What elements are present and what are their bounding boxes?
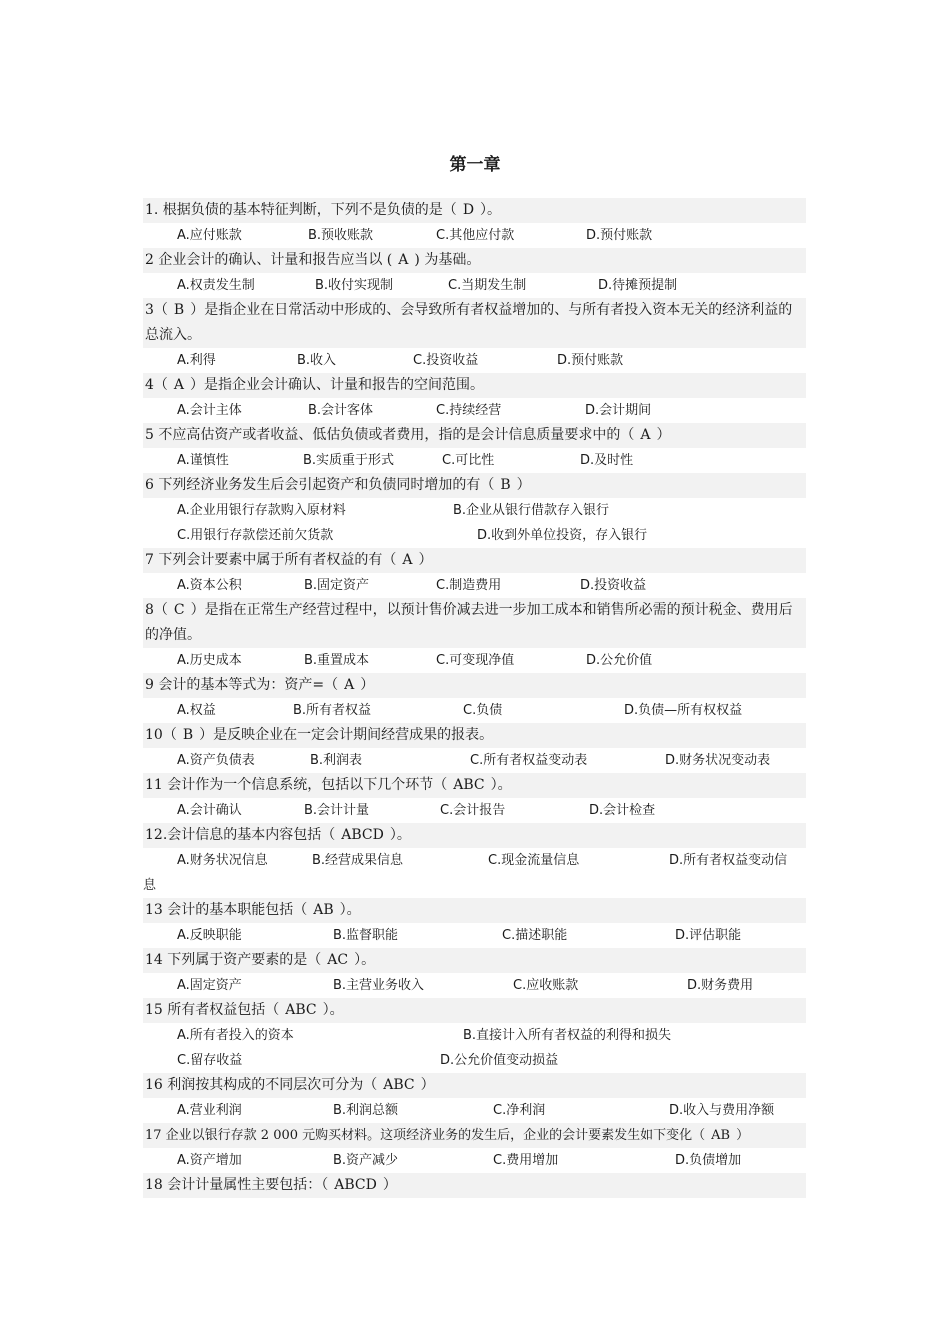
question-13	[143, 898, 806, 923]
option-b: B.经营成果信息	[312, 853, 404, 868]
option-d: D.预付账款	[586, 228, 653, 243]
answer: D	[462, 202, 475, 218]
option-d-continuation: 息	[143, 878, 157, 893]
option-a: A.会计确认	[177, 803, 242, 818]
option-c: C.其他应付款	[436, 228, 515, 243]
question-suffix: ）。	[490, 777, 512, 793]
option-d: D.财务状况变动表	[665, 753, 771, 768]
answer: AB	[711, 1128, 731, 1143]
options-8	[143, 648, 806, 673]
question-text: 4（	[145, 377, 168, 393]
options-4	[143, 398, 806, 423]
question-suffix: ）。	[339, 902, 361, 918]
option-c: C.负债	[463, 703, 503, 718]
answer: ABCD	[341, 827, 384, 843]
answer: A	[173, 377, 185, 393]
option-c: C.留存收益	[177, 1053, 243, 1068]
question-text: 15 所有者权益包括（	[145, 1002, 280, 1018]
option-d: D.负债—所有权权益	[624, 703, 743, 718]
option-c: C.投资收益	[413, 353, 479, 368]
question-8	[143, 598, 806, 648]
question-text: 3（	[145, 302, 168, 318]
option-c: C.当期发生制	[448, 278, 527, 293]
option-d: D.预付账款	[557, 353, 624, 368]
question-text: 5 不应高估资产或者收益、低估负债或者费用，指的是会计信息质量要求中的（	[145, 427, 635, 443]
option-c: C.现金流量信息	[488, 853, 580, 868]
question-text: 8（	[145, 602, 168, 618]
answer: A	[640, 427, 651, 443]
option-b: B.收入	[297, 353, 337, 368]
option-a: A.会计主体	[177, 403, 242, 418]
question-text: 14 下列属于资产要素的是（	[145, 952, 322, 968]
answer: A	[344, 677, 355, 693]
option-d: D.公允价值变动损益	[440, 1053, 559, 1068]
option-d: D.评估职能	[675, 928, 742, 943]
option-d: D.所有者权益变动信	[669, 853, 788, 868]
question-text: 9 会计的基本等式为：资产=（	[145, 677, 339, 693]
option-a: A.企业用银行存款购入原材料	[177, 503, 346, 518]
option-a: A.资本公积	[177, 578, 242, 593]
option-b: B.监督职能	[333, 928, 399, 943]
option-b: B.会计计量	[304, 803, 370, 818]
option-d: D.待摊预提制	[598, 278, 678, 293]
question-text: 10（	[145, 727, 177, 743]
option-d: D.及时性	[580, 453, 634, 468]
question-text: 6 下列经济业务发生后会引起资产和负债同时增加的有（	[145, 477, 495, 493]
option-b: B.主营业务收入	[333, 978, 425, 993]
option-b: B.直接计入所有者权益的利得和损失	[463, 1028, 672, 1043]
option-a: A.权益	[177, 703, 216, 718]
answer: B	[182, 727, 194, 743]
question-suffix: ）	[418, 552, 433, 568]
question-14	[143, 948, 806, 973]
option-c: C.制造费用	[436, 578, 502, 593]
answer: A	[398, 252, 409, 268]
option-b: B.所有者权益	[293, 703, 372, 718]
option-c: C.净利润	[493, 1103, 546, 1118]
question-10	[143, 723, 806, 748]
answer: B	[500, 477, 511, 493]
option-c: C.费用增加	[493, 1153, 559, 1168]
option-b: B.企业从银行借款存入银行	[453, 503, 610, 518]
question-suffix: ）是反映企业在一定会计期间经营成果的报表。	[199, 727, 494, 743]
question-text: 16 利润按其构成的不同层次可分为（	[145, 1077, 378, 1093]
question-suffix: ）。	[322, 1002, 344, 1018]
option-c: C.所有者权益变动表	[470, 753, 588, 768]
question-text: 13 会计的基本职能包括（	[145, 902, 308, 918]
option-b: B.重置成本	[304, 653, 370, 668]
answer: ABC	[285, 1002, 317, 1018]
question-7	[143, 548, 806, 573]
option-b: B.收付实现制	[315, 278, 394, 293]
option-a: A.资产增加	[177, 1153, 242, 1168]
option-a: A.历史成本	[177, 653, 242, 668]
option-c: C.会计报告	[440, 803, 506, 818]
option-a: A.利得	[177, 353, 216, 368]
option-d: D.收入与费用净额	[669, 1103, 775, 1118]
question-text: 7 下列会计要素中属于所有者权益的有（	[145, 552, 397, 568]
option-c: C.应收账款	[513, 978, 579, 993]
options-3	[143, 348, 806, 373]
answer: ABC	[383, 1077, 415, 1093]
option-d: D.财务费用	[687, 978, 754, 993]
question-18	[143, 1173, 806, 1198]
answer: AB	[313, 902, 334, 918]
options-17	[143, 1148, 806, 1173]
question-suffix: ）	[420, 1077, 435, 1093]
question-9	[143, 673, 806, 698]
question-suffix: ) 为基础。	[414, 252, 481, 268]
option-b: B.预收账款	[308, 228, 374, 243]
option-c: C.可变现净值	[436, 653, 515, 668]
question-text: 18 会计计量属性主要包括：（	[145, 1177, 329, 1193]
option-a: A.权责发生制	[177, 278, 255, 293]
options-11	[143, 798, 806, 823]
answer: ABC	[453, 777, 485, 793]
question-text: 12.会计信息的基本内容包括（	[145, 827, 336, 843]
question-suffix: ）	[382, 1177, 397, 1193]
option-a: A.应付账款	[177, 228, 242, 243]
question-list	[143, 198, 806, 1198]
option-a: A.所有者投入的资本	[177, 1028, 294, 1043]
option-c: C.描述职能	[502, 928, 568, 943]
question-5	[143, 423, 806, 448]
answer: ABCD	[334, 1177, 377, 1193]
options-5	[143, 448, 806, 473]
question-text: 1. 根据负债的基本特征判断，下列不是负债的是（	[145, 202, 457, 218]
option-a: A.资产负债表	[177, 753, 255, 768]
question-6	[143, 473, 806, 498]
option-d: D.公允价值	[586, 653, 653, 668]
option-a: A.财务状况信息	[177, 853, 268, 868]
option-b: B.利润表	[310, 753, 363, 768]
options-16	[143, 1098, 806, 1123]
options-9	[143, 698, 806, 723]
question-suffix: ）。	[480, 202, 502, 218]
question-2	[143, 248, 806, 273]
answer: AC	[327, 952, 349, 968]
option-c: C.可比性	[442, 453, 495, 468]
question-15	[143, 998, 806, 1023]
question-suffix: ）	[656, 427, 671, 443]
option-a: A.反映职能	[177, 928, 242, 943]
question-16	[143, 1073, 806, 1098]
option-a: A.谨慎性	[177, 453, 229, 468]
question-3	[143, 298, 806, 348]
question-suffix: ）是指在正常生产经营过程中，以预计售价减去进一步加工成本和销售所必需的预计税金、费用后的净值。	[145, 602, 793, 643]
option-d: D.会计检查	[589, 803, 656, 818]
option-d: D.负债增加	[675, 1153, 742, 1168]
question-11	[143, 773, 806, 798]
option-d: D.收到外单位投资，存入银行	[477, 528, 648, 543]
option-b: B.会计客体	[308, 403, 374, 418]
option-b: B.实质重于形式	[303, 453, 395, 468]
option-b: B.固定资产	[304, 578, 370, 593]
option-b: B.利润总额	[333, 1103, 399, 1118]
question-text: 11 会计作为一个信息系统，包括以下几个环节（	[145, 777, 448, 793]
options-10	[143, 748, 806, 773]
option-d: D.投资收益	[580, 578, 647, 593]
question-17	[143, 1123, 806, 1148]
question-1	[143, 198, 806, 223]
question-4	[143, 373, 806, 398]
option-a: A.营业利润	[177, 1103, 242, 1118]
page-title: 第一章	[449, 155, 501, 175]
question-suffix: ）。	[389, 827, 411, 843]
question-suffix: ）。	[354, 952, 376, 968]
option-a: A.固定资产	[177, 978, 242, 993]
options-13	[143, 923, 806, 948]
question-text: 2 企业会计的确认、计量和报告应当以 (	[145, 252, 393, 268]
answer: C	[173, 602, 185, 618]
option-d: D.会计期间	[585, 403, 652, 418]
options-15-row1	[143, 1023, 806, 1048]
question-12	[143, 823, 806, 848]
question-suffix: ）	[516, 477, 531, 493]
options-2	[143, 273, 806, 298]
answer: B	[173, 302, 185, 318]
question-suffix: ）是指企业在日常活动中形成的、会导致所有者权益增加的、与所有者投入资本无关的经济利益的总流入。	[145, 302, 793, 343]
question-text: 17 企业以银行存款 2 000 元购买材料。这项经济业务的发生后，企业的会计要素发生如下变化（	[145, 1128, 706, 1143]
options-6-row1	[143, 498, 806, 523]
options-12	[143, 848, 806, 898]
options-7	[143, 573, 806, 598]
options-14	[143, 973, 806, 998]
answer: A	[402, 552, 413, 568]
option-c: C.用银行存款偿还前欠货款	[177, 528, 334, 543]
options-15-row2	[143, 1048, 806, 1073]
option-c: C.持续经营	[436, 403, 502, 418]
question-suffix: ）	[736, 1128, 750, 1143]
question-suffix: ）是指企业会计确认、计量和报告的空间范围。	[190, 377, 485, 393]
question-suffix: ）	[360, 677, 375, 693]
options-6-row2	[143, 523, 806, 548]
options-1	[143, 223, 806, 248]
option-b: B.资产减少	[333, 1153, 399, 1168]
